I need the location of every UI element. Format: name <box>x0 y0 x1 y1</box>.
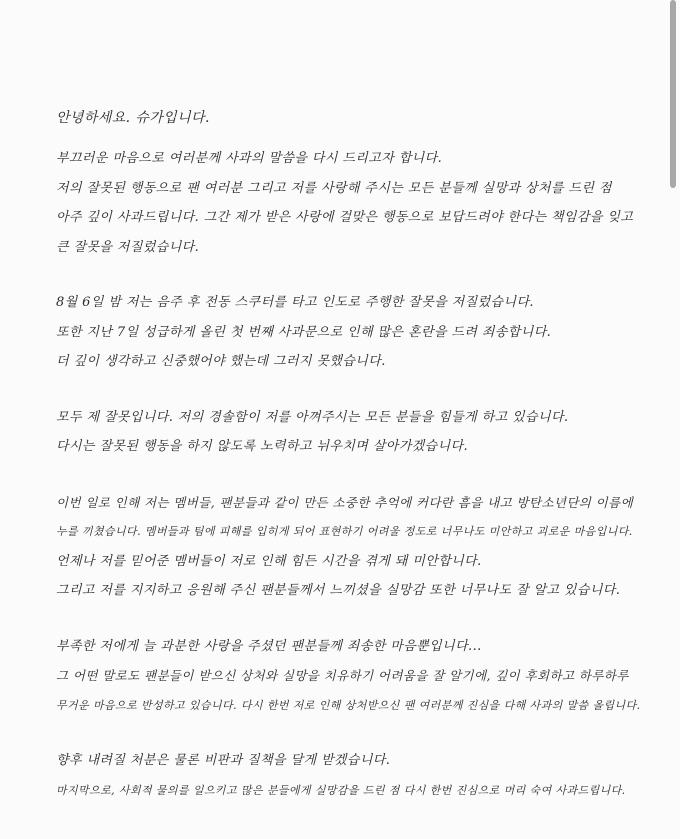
letter-line: 부족한 저에게 늘 과분한 사랑을 주셨던 팬분들께 죄송한 마음뿐입니다... <box>56 638 482 654</box>
scrollbar[interactable] <box>670 0 676 839</box>
scrollbar-thumb[interactable] <box>670 0 676 188</box>
letter-paragraph <box>56 488 644 606</box>
letter-greeting: 안녕하세요. 슈가입니다. <box>56 110 210 126</box>
letter-line: 언제나 저를 믿어준 멤버들이 저로 인해 힘든 시간을 겪게 돼 미안합니다. <box>56 553 482 569</box>
letter-line: 누를 끼쳤습니다. 멤버들과 팀에 피해를 입히게 되어 표현하기 어려울 정도로 너무나도 미안하고 괴로운 마음입니다. <box>56 525 633 538</box>
letter-line: 또한 지난 7일 성급하게 올린 첫 번째 사과문으로 인해 많은 혼란을 드려 죄송합니다. <box>56 324 552 340</box>
letter-line: 그리고 저를 지지하고 응원해 주신 팬분들께서 느끼셨을 실망감 또한 너무나도 잘 알고 있습니다. <box>56 583 621 598</box>
letter-paragraph <box>56 746 644 805</box>
letter-paragraph <box>56 403 644 462</box>
letter-paragraph <box>56 632 644 721</box>
handwritten-letter <box>56 92 644 831</box>
letter-line: 더 깊이 생각하고 신중했어야 했는데 그러지 못했습니다. <box>56 354 386 369</box>
letter-line: 이번 일로 인해 저는 멤버들, 팬분들과 같이 만든 소중한 추억에 커다란 흠을 내고 방탄소년단의 이름에 <box>56 494 634 510</box>
letter-line: 무거운 마음으로 반성하고 있습니다. 다시 한번 저로 인해 상처받으신 팬 여러분께 진심을 다해 사과의 말씀 올립니다. <box>56 698 641 712</box>
letter-line: 마지막으로, 사회적 물의를 일으키고 많은 분들에게 실망감을 드린 점 다시 한번 진심으로 머리 숙여 사과드립니다. <box>56 783 626 797</box>
letter-line: 8월 6일 밤 저는 음주 후 전동 스쿠터를 타고 인도로 주행한 잘못을 저질렀습니다. <box>56 295 534 310</box>
letter-line: 아주 깊이 사과드립니다. 그간 제가 받은 사랑에 걸맞은 행동으로 보답드려야 한다는 책임감을 잊고 <box>56 210 634 225</box>
letter-paragraph <box>56 144 644 262</box>
letter-line: 부끄러운 마음으로 여러분께 사과의 말씀을 다시 드리고자 합니다. <box>56 151 443 166</box>
letter-line: 향후 내려질 처분은 물론 비판과 질책을 달게 받겠습니다. <box>56 753 391 768</box>
letter-line: 모두 제 잘못입니다. 저의 경솔함이 저를 아껴주시는 모든 분들을 힘들게 하고 있습니다. <box>56 409 569 425</box>
letter-line: 다시는 잘못된 행동을 하지 않도록 노력하고 뉘우치며 살아가겠습니다. <box>56 439 469 454</box>
letter-body <box>56 144 644 805</box>
letter-line: 저의 잘못된 행동으로 팬 여러분 그리고 저를 사랑해 주시는 모든 분들께 실망과 상처를 드린 점 <box>56 180 612 196</box>
letter-paragraph <box>56 288 644 377</box>
letter-line: 큰 잘못을 저질렀습니다. <box>56 239 200 255</box>
letter-line: 그 어떤 말로도 팬분들이 받으신 상처와 실망을 치유하기 어려움을 잘 알기에, 깊이 후회하고 하루하루 <box>56 668 629 683</box>
